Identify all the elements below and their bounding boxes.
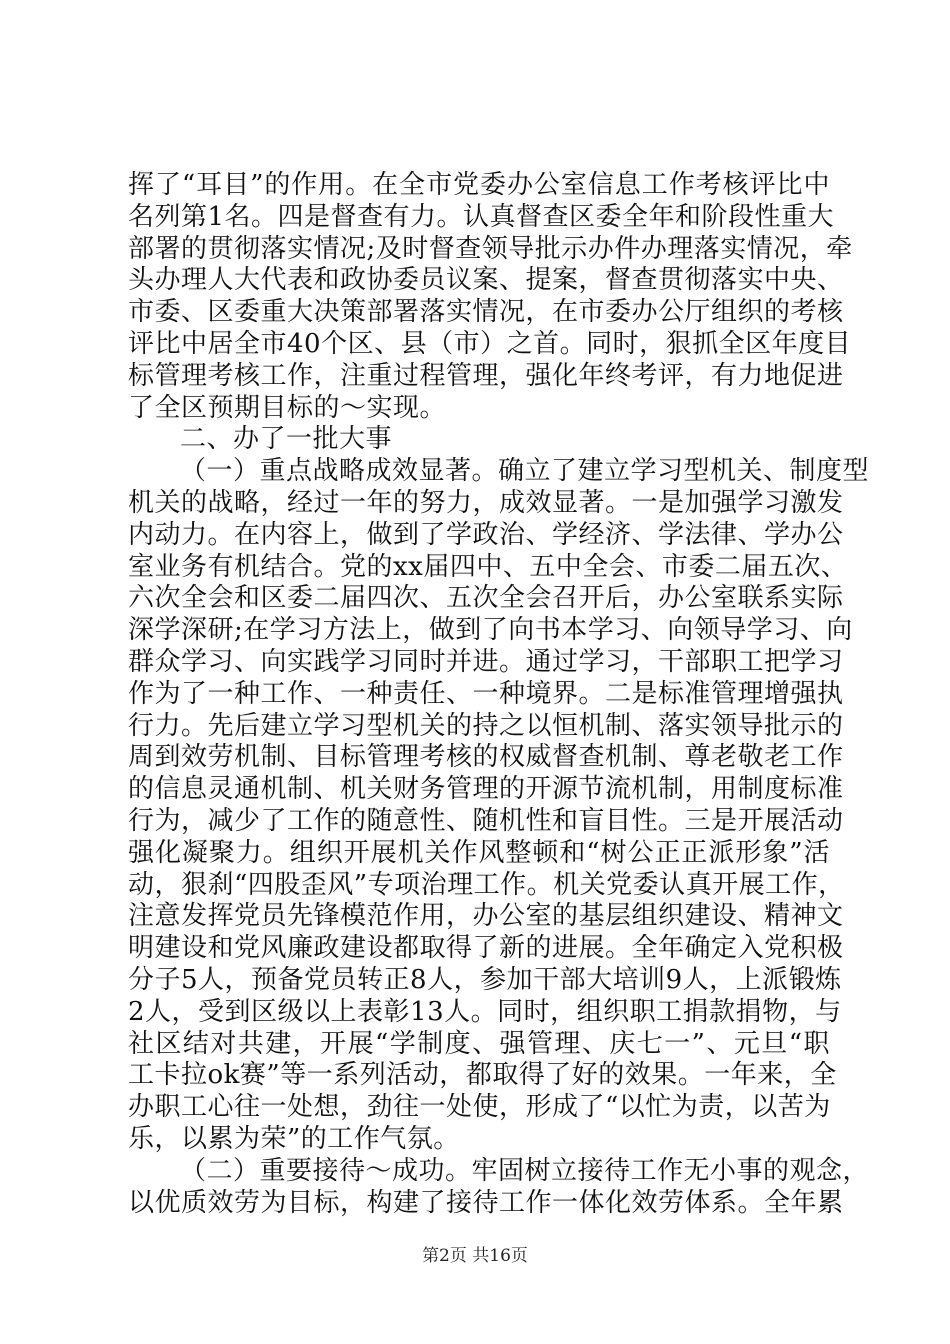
- text-line: 乐，以累为荣”的工作气氛。: [128, 1123, 460, 1154]
- text-line: 内动力。在内容上，做到了学政治、学经济、学法律、学办公: [128, 519, 844, 550]
- text-line: 群众学习、向实践学习同时并进。通过学习，干部职工把学习: [128, 646, 844, 677]
- text-line: 强化凝聚力。组织开展机关作风整顿和“树公正正派形象”活: [128, 837, 830, 868]
- text-line: 以优质效劳为目标，构建了接待工作一体化效劳体系。全年累: [128, 1187, 844, 1218]
- text-line: 2人，受到区级以上表彰13人。同时，组织职工捐款捐物，与: [128, 996, 842, 1027]
- text-line: 标管理考核工作，注重过程管理，强化年终考评，有力地促进: [128, 360, 844, 391]
- text-line: 的信息灵通机制、机关财务管理的开源节流机制，用制度标准: [128, 774, 844, 805]
- text-line: 行为，减少了工作的随意性、随机性和盲目性。三是开展活动: [128, 805, 844, 836]
- text-line: （二）重要接待～成功。牢固树立接待工作无小事的观念，: [180, 1155, 870, 1186]
- text-line: （一）重点战略成效显著。确立了建立学习型机关、制度型: [180, 456, 870, 487]
- text-line: 市委、区委重大决策部署落实情况，在市委办公厅组织的考核: [128, 297, 844, 328]
- page-number-footer: 第2页 共16页: [422, 1246, 528, 1266]
- body-text: [128, 170, 870, 1219]
- text-line: 评比中居全市40个区、县（市）之首。同时，狠抓全区年度目: [128, 328, 852, 359]
- text-line: 行力。先后建立学习型机关的持之以恒机制、落实领导批示的: [128, 710, 844, 741]
- text-line: 社区结对共建，开展“学制度、强管理、庆七一”、元旦“职: [128, 1028, 830, 1059]
- text-line: 了全区预期目标的～实现。: [128, 392, 447, 423]
- text-line: 分子5人，预备党员转正8人，参加干部大培训9人，上派锻炼: [128, 964, 842, 995]
- text-line: 工卡拉ok赛”等一系列活动，都取得了好的效果。一年来，全: [128, 1060, 837, 1091]
- text-line: 名列第1名。四是督查有力。认真督查区委全年和阶段性重大: [128, 201, 835, 232]
- section-heading: 二、办了一批大事: [180, 424, 393, 455]
- text-line: 头办理人大代表和政协委员议案、提案，督查贯彻落实中央、: [128, 265, 844, 296]
- text-line: 注意发挥党员先锋模范作用，办公室的基层组织建设、精神文: [128, 901, 844, 932]
- text-line: 六次全会和区委二届四次、五次全会召开后，办公室联系实际: [128, 583, 844, 614]
- text-line: 办职工心往一处想，劲往一处使，形成了“以忙为责，以苦为: [128, 1092, 831, 1123]
- text-line: 深学深研;在学习方法上，做到了向书本学习、向领导学习、向: [128, 615, 853, 646]
- text-line: 室业务有机结合。党的xx届四中、五中全会、市委二届五次、: [128, 551, 848, 582]
- text-line: 明建设和党风廉政建设都取得了新的进展。全年确定入党积极: [128, 933, 844, 964]
- text-line: 部署的贯彻落实情况;及时督查领导批示办件办理落实情况，牵: [128, 233, 853, 264]
- text-line: 机关的战略，经过一年的努力，成效显著。一是加强学习激发: [128, 487, 844, 518]
- text-line: 动，狠刹“四股歪风”专项治理工作。机关党委认真开展工作，: [128, 869, 845, 900]
- text-line: 挥了“耳目”的作用。在全市党委办公室信息工作考核评比中: [128, 170, 830, 200]
- text-line: 作为了一种工作、一种责任、一种境界。二是标准管理增强执: [128, 678, 844, 709]
- text-line: 周到效劳机制、目标管理考核的权威督查机制、尊老敬老工作: [128, 742, 844, 773]
